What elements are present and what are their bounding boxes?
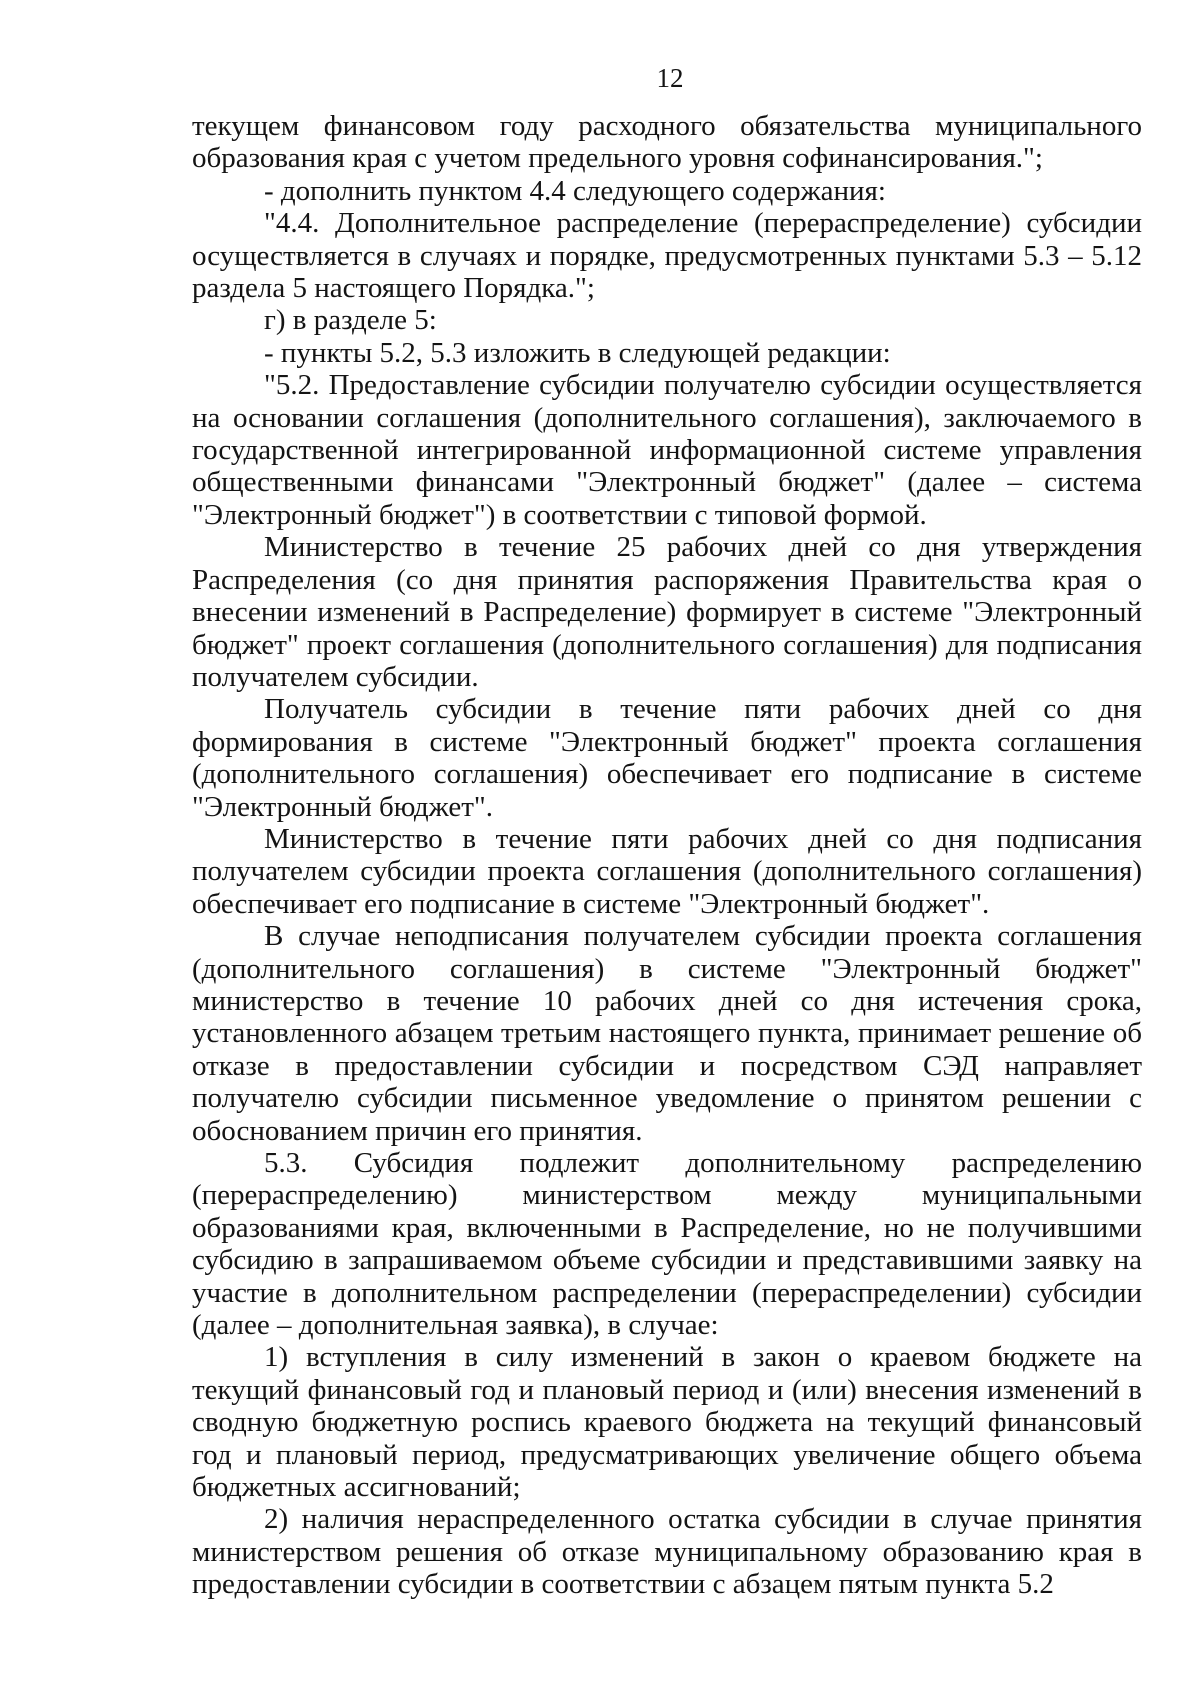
paragraph: г) в разделе 5:	[264, 304, 437, 337]
page-number: 12	[656, 63, 684, 93]
paragraph: 5.3. Субсидия подлежит дополнительному распределению (перераспределению) министерством между муниципальными образованиями края, включенными в Распределение, но не получившими субсидию в запрашиваемом объеме субсидии и представившими заявку на участие в дополнительном распределении (перераспределении) субсидии (далее – дополнительная заявка), в случае:	[192, 1147, 1142, 1342]
paragraph: "4.4. Дополнительное распределение (перераспределение) субсидии осуществляется в случаях и порядке, предусмотренных пунктами 5.3 – 5.12 раздела 5 настоящего Порядка.";	[192, 207, 1142, 305]
paragraph: Получатель субсидии в течение пяти рабочих дней со дня формирования в системе "Электронный бюджет" проекта соглашения (дополнительного соглашения) обеспечивает его подписание в системе "Электронный бюджет".	[192, 693, 1142, 823]
paragraph: Министерство в течение пяти рабочих дней со дня подписания получателем субсидии проекта соглашения (дополнительного соглашения) обеспечивает его подписание в системе "Электронный бюджет".	[192, 822, 1142, 920]
paragraph: - пункты 5.2, 5.3 изложить в следующей редакции:	[264, 336, 891, 369]
paragraph: - дополнить пунктом 4.4 следующего содержания:	[264, 174, 886, 207]
paragraph: текущем финансовом году расходного обязательства муниципального образования края с учетом предельного уровня софинансирования.";	[192, 110, 1142, 175]
paragraph: "5.2. Предоставление субсидии получателю субсидии осуществляется на основании соглашения (дополнительного соглашения), заключаемого в государственной интегрированной информационной системе управления общественными финансами "Электронный бюджет" (далее – система "Электронный бюджет") в соответствии с типовой формой.	[192, 369, 1142, 531]
document-body	[192, 110, 1142, 1601]
paragraph: 2) наличия нераспределенного остатка субсидии в случае принятия министерством решения об отказе муниципальному образованию края в предоставлении субсидии в соответствии с абзацем пятым пункта 5.2	[192, 1503, 1142, 1601]
paragraph: 1) вступления в силу изменений в закон о краевом бюджете на текущий финансовый год и плановый период и (или) внесения изменений в сводную бюджетную роспись краевого бюджета на текущий финансовый год и плановый период, предусматривающих увеличение общего объема бюджетных ассигнований;	[192, 1341, 1142, 1504]
paragraph: Министерство в течение 25 рабочих дней со дня утверждения Распределения (со дня принятия распоряжения Правительства края о внесении изменений в Распределение) формирует в системе "Электронный бюджет" проект соглашения (дополнительного соглашения) для подписания получателем субсидии.	[192, 531, 1142, 693]
paragraph: В случае неподписания получателем субсидии проекта соглашения (дополнительного соглашения) в системе "Электронный бюджет" министерство в течение 10 рабочих дней со дня истечения срока, установленного абзацем третьим настоящего пункта, принимает решение об отказе в предоставлении субсидии и посредством СЭД направляет получателю субсидии письменное уведомление о принятом решении с обоснованием причин его принятия.	[192, 920, 1142, 1147]
